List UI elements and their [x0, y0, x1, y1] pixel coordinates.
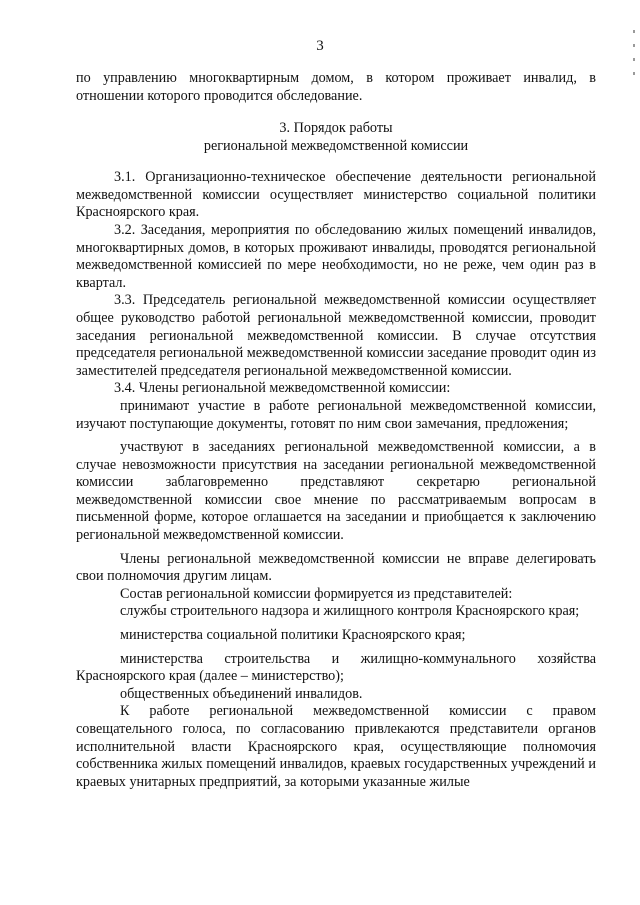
- paragraph-3-2: 3.2. Заседания, мероприятия по обследованию жилых помещений инвалидов, многоквартирных домов, в которых проживают инвалиды, проводятся региональной межведомственной комиссией по мере необходимости, но не реже, чем один раз в квартал.: [76, 221, 596, 291]
- paragraph-continuation: по управлению многоквартирным домом, в котором проживает инвалид, в отношении которого проводится обследование.: [76, 70, 596, 104]
- paragraph-no-delegation: Члены региональной межведомственной комиссии не вправе делегировать свои полномочия другим лицам.: [76, 550, 596, 585]
- document-body: [76, 70, 596, 791]
- section-heading-line2: региональной межведомственной комиссии: [203, 138, 469, 155]
- list-item-participate: принимают участие в работе региональной межведомственной комиссии, изучают поступающие документы, готовят по ним свои замечания, предложения;: [76, 397, 596, 432]
- section-heading-line1: 3. Порядок работы: [279, 120, 393, 137]
- section-heading: [76, 119, 596, 155]
- paragraph-3-3: 3.3. Председатель региональной межведомственной комиссии осуществляет общее руководство работой региональной межведомственной комиссии, проводит заседания региональной межведомственной комиссии. В случае отсутствия председателя региональной межведомственной комиссии заседание проводит один из заместителей председателя региональной межведомственной комиссии.: [76, 292, 596, 379]
- list-item-public-associations: общественных объединений инвалидов.: [120, 685, 363, 702]
- paragraph-3-4: 3.4. Члены региональной межведомственной комиссии:: [114, 380, 451, 397]
- list-item-construction-supervision: службы строительного надзора и жилищного контроля Красноярского края;: [120, 603, 580, 620]
- page-number: 3: [316, 38, 324, 54]
- list-item-social-policy-ministry: министерства социальной политики Красноярского края;: [120, 627, 466, 644]
- list-item-attend: участвуют в заседаниях региональной межведомственной комиссии, а в случае невозможности присутствия на заседании региональной межведомственной комиссии заблаговременно представляют секретарю региональной межведомственной комиссии свое мнение по рассматриваемым вопросам в письменной форме, которое оглашается на заседании и приобщается к заключению региональной межведомственной комиссии.: [76, 439, 596, 544]
- list-item-construction-ministry: министерства строительства и жилищно-коммунального хозяйства Красноярского края (далее – министерство);: [76, 650, 596, 685]
- paragraph-advisory-participants: К работе региональной межведомственной комиссии с правом совещательного голоса, по согласованию привлекаются представители органов исполнительной власти Красноярского края, осуществляющие полномочия собственника жилых помещений инвалидов, краевых государственных учреждений и краевых унитарных предприятий, за которыми указанные жилые: [76, 703, 596, 790]
- paragraph-composition: Состав региональной комиссии формируется из представителей:: [120, 585, 513, 602]
- paragraph-3-1: 3.1. Организационно-техническое обеспечение деятельности региональной межведомственной комиссии осуществляет министерство социальной политики Красноярского края.: [76, 169, 596, 221]
